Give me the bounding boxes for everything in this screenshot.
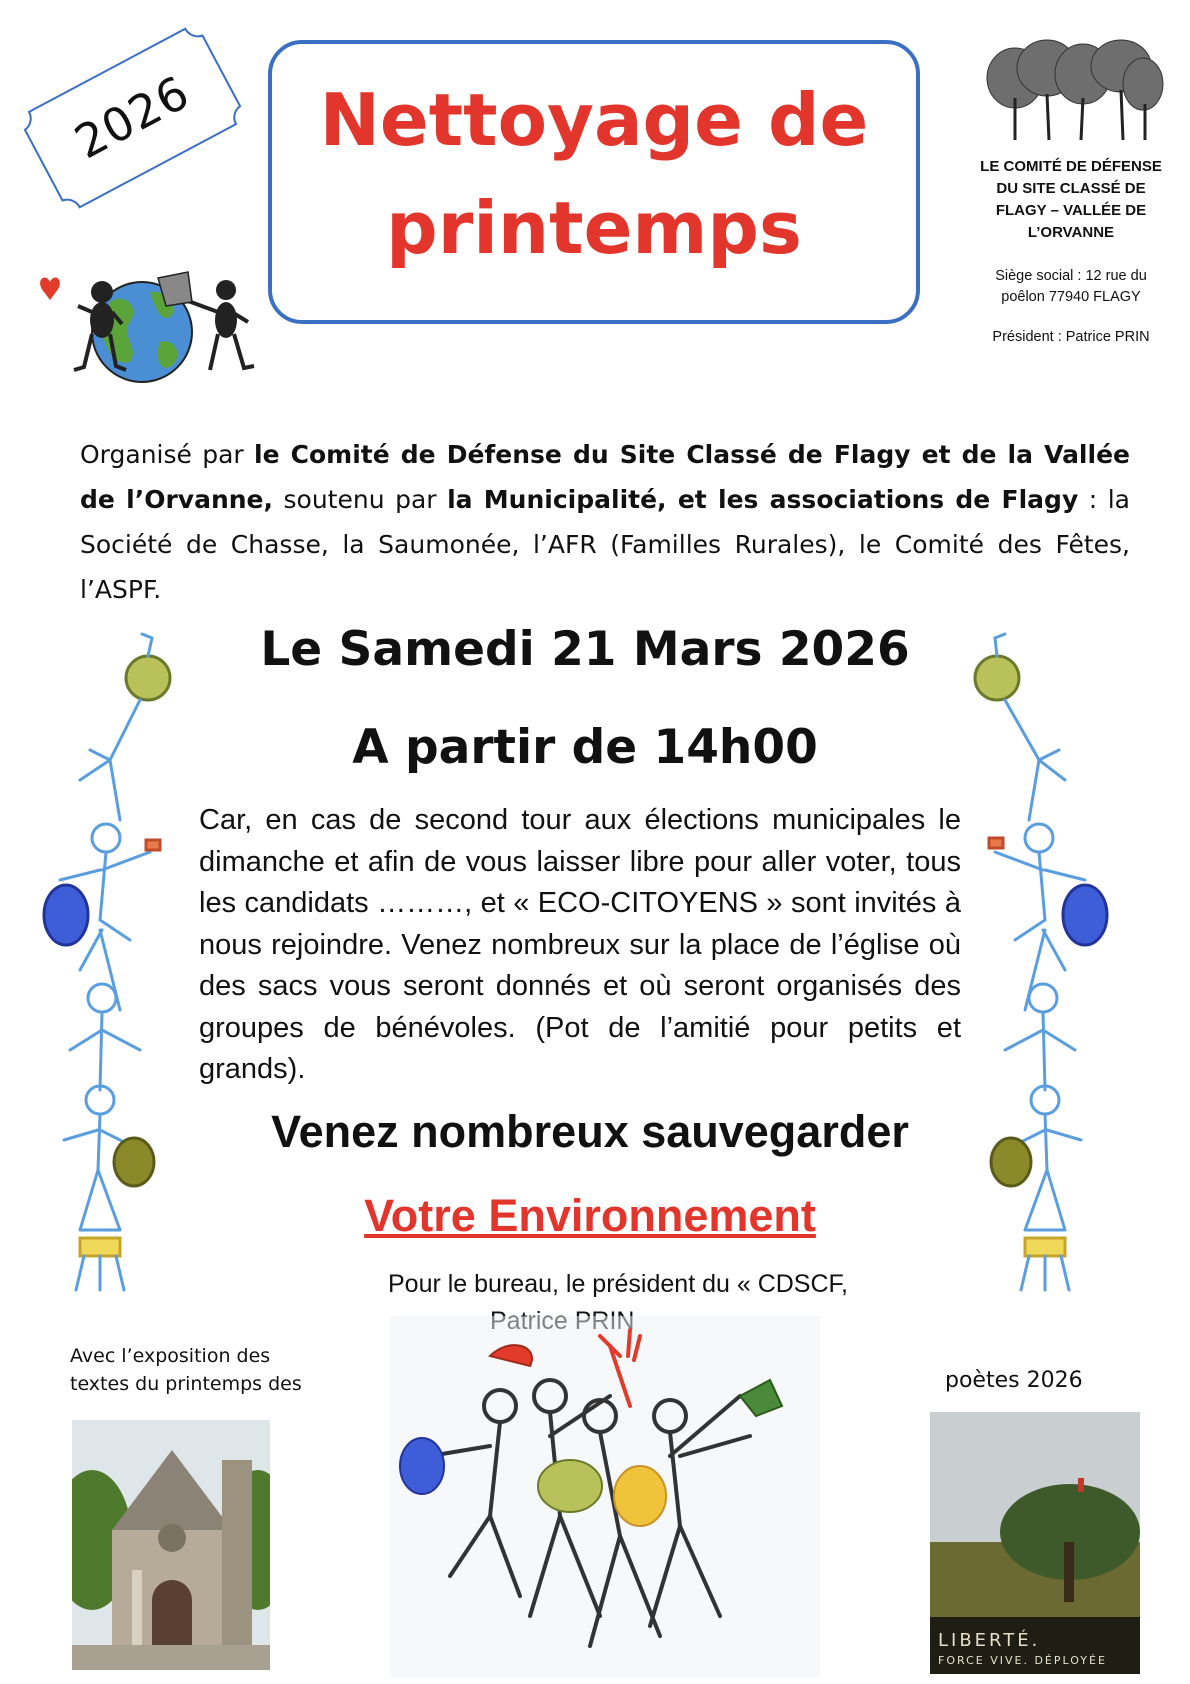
organise-bold-2: la Municipalité, et les associations de Flagy: [447, 485, 1079, 514]
committee-name: [962, 156, 1180, 244]
earth-cleaning-illustration: [30, 262, 270, 392]
liberte-photo: [930, 1412, 1140, 1674]
title-box: [268, 40, 920, 324]
signature-line-1: Pour le bureau, le président du « CDSCF,: [388, 1270, 848, 1298]
expo-line-1: Avec l’exposition des: [70, 1345, 271, 1367]
seat-line-1: Siège social : 12 rue du: [995, 268, 1147, 284]
committee-seat: [962, 266, 1180, 308]
exposition-note: [70, 1342, 310, 1398]
committee-name-line-4: L’ORVANNE: [1027, 224, 1115, 241]
liberte-caption-2: FORCE VIVE. DÉPLOYÉE: [938, 1654, 1107, 1667]
seat-line-2: poêlon 77940 FLAGY: [1001, 289, 1141, 305]
poetes-label: poètes 2026: [945, 1368, 1083, 1393]
dancing-group-drawing: [390, 1316, 820, 1678]
organise-text-1: Organisé par: [80, 440, 255, 469]
expo-line-2: textes du printemps des: [70, 1373, 302, 1395]
committee-name-line-3: FLAGY – VALLÉE DE: [995, 202, 1147, 219]
event-time: A partir de 14h00: [352, 720, 818, 775]
committee-name-line-1: LE COMITÉ DE DÉFENSE: [980, 158, 1162, 175]
committee-president: Président : Patrice PRIN: [992, 329, 1150, 345]
year-tag: [16, 20, 250, 215]
organise-text-2: soutenu par: [273, 485, 448, 514]
trees-logo: [985, 38, 1165, 142]
liberte-caption-1: LIBERTÉ.: [938, 1630, 1041, 1651]
organise-bold-1: le Comité de Défense du Site Classé de Flagy et de la Vallée de l’Orvanne,: [80, 440, 1130, 514]
church-photo: [72, 1420, 270, 1670]
event-description: Car, en cas de second tour aux élections municipales le dimanche et afin de vous laisser libre pour aller voter, tous les candidats ………, et « ECO-CITOYENS » sont invités à nous rejoindre. Venez nombreux sur la place de l’église où des sacs vous seront donnés et où seront organisés des groupes de bénévoles. (Pot de l’amitié pour petits et grands).: [199, 804, 961, 1085]
year-label: 2026: [65, 64, 199, 170]
event-date: Le Samedi 21 Mars 2026: [260, 622, 910, 677]
title-line-2: printemps: [386, 186, 802, 270]
heart-icon: [40, 277, 60, 300]
call-to-action-line-2: Votre Environnement: [364, 1190, 816, 1241]
call-to-action-line-1: Venez nombreux sauvegarder: [271, 1106, 909, 1157]
committee-info: [962, 156, 1180, 348]
committee-name-line-2: DU SITE CLASSÉ DE: [996, 180, 1146, 197]
title-line-1: Nettoyage de: [319, 78, 869, 162]
organiser-paragraph: [80, 432, 1130, 612]
organise-text-3: : la Société de Chasse, la Saumonée, l’AFR (Familles Rurales), le Comité des Fêtes, l’ASPF.: [80, 485, 1130, 604]
